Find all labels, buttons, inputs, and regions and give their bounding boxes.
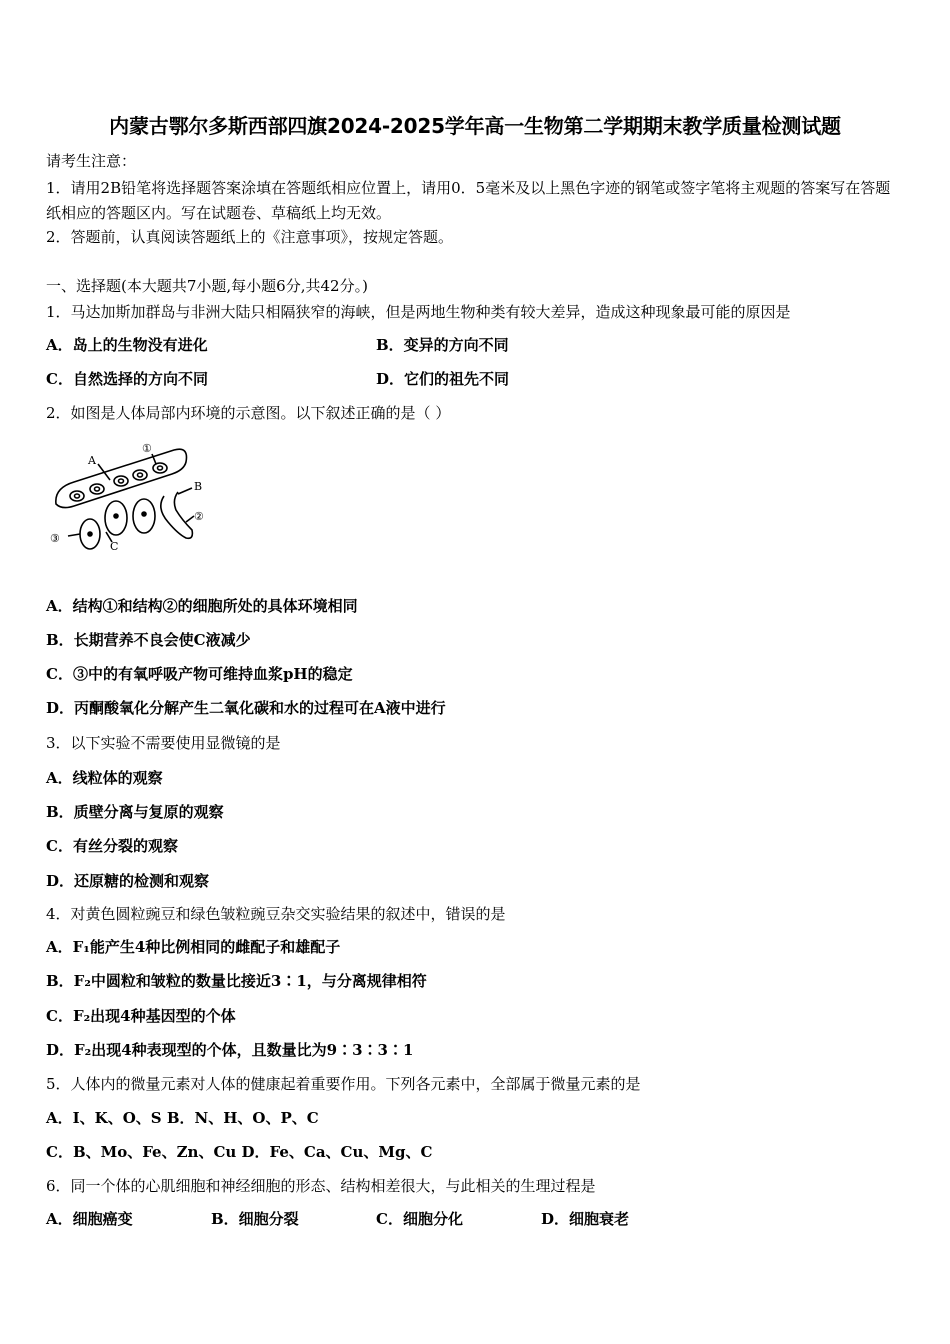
question-1-option-c: C．自然选择的方向不同 bbox=[46, 370, 208, 388]
question-6-option-c: C．细胞分化 bbox=[376, 1210, 463, 1228]
diagram-label-c: C bbox=[110, 540, 119, 553]
question-3-stem: 3．以下实验不需要使用显微镜的是 bbox=[46, 734, 281, 752]
question-3-option-b: B．质壁分离与复原的观察 bbox=[46, 803, 224, 821]
question-6-option-d: D．细胞衰老 bbox=[541, 1210, 630, 1228]
question-4-option-b: B．F₂中圆粒和皱粒的数量比接近3∶1，与分离规律相符 bbox=[46, 972, 427, 990]
question-1-option-b: B．变异的方向不同 bbox=[376, 336, 509, 354]
diagram-label-a: A bbox=[88, 454, 96, 467]
question-2-stem: 2．如图是人体局部内环境的示意图。以下叙述正确的是（ ） bbox=[46, 404, 451, 422]
question-1-stem: 1．马达加斯加群岛与非洲大陆只相隔狭窄的海峡，但是两地生物种类有较大差异，造成这种现象最可能的原因是 bbox=[46, 303, 791, 321]
question-2-option-c: C．③中的有氧呼吸产物可维持血浆pH的稳定 bbox=[46, 665, 353, 683]
question-2-option-b: B．长期营养不良会使C液减少 bbox=[46, 631, 251, 649]
question-6-option-a: A．细胞癌变 bbox=[46, 1210, 133, 1228]
question-3-option-c: C．有丝分裂的观察 bbox=[46, 837, 178, 855]
notice-heading: 请考生注意： bbox=[46, 152, 137, 170]
question-6-option-b: B．细胞分裂 bbox=[211, 1210, 299, 1228]
question-1-option-a: A．岛上的生物没有进化 bbox=[46, 336, 208, 354]
question-5-stem: 5．人体内的微量元素对人体的健康起着重要作用。下列各元素中，全部属于微量元素的是 bbox=[46, 1075, 641, 1093]
diagram-label-1: ① bbox=[142, 442, 152, 455]
question-1-option-d: D．它们的祖先不同 bbox=[376, 370, 510, 388]
diagram-label-2: ② bbox=[194, 510, 204, 523]
question-2-option-a: A．结构①和结构②的细胞所处的具体环境相同 bbox=[46, 597, 358, 615]
question-4-option-c: C．F₂出现4种基因型的个体 bbox=[46, 1007, 236, 1025]
internal-environment-diagram bbox=[44, 436, 214, 556]
question-3-option-d: D．还原糖的检测和观察 bbox=[46, 872, 210, 890]
section-heading: 一、选择题(本大题共7小题,每小题6分,共42分。) bbox=[46, 277, 368, 295]
question-2-option-d: D．丙酮酸氧化分解产生二氧化碳和水的过程可在A液中进行 bbox=[46, 699, 446, 717]
question-5-options-cd: C．B、Mo、Fe、Zn、Cu D．Fe、Ca、Cu、Mg、C bbox=[46, 1143, 433, 1161]
question-4-option-a: A．F₁能产生4种比例相同的雌配子和雄配子 bbox=[46, 938, 341, 956]
notice-item-2: 2．答题前，认真阅读答题纸上的《注意事项》，按规定答题。 bbox=[46, 228, 454, 246]
question-4-stem: 4．对黄色圆粒豌豆和绿色皱粒豌豆杂交实验结果的叙述中，错误的是 bbox=[46, 905, 506, 923]
question-4-option-d: D．F₂出现4种表现型的个体，且数量比为9∶3∶3∶1 bbox=[46, 1041, 414, 1059]
question-5-options-ab: A．I、K、O、S B．N、H、O、P、C bbox=[46, 1109, 319, 1127]
question-3-option-a: A．线粒体的观察 bbox=[46, 769, 163, 787]
diagram-label-3: ③ bbox=[50, 532, 60, 545]
question-6-stem: 6．同一个体的心肌细胞和神经细胞的形态、结构相差很大，与此相关的生理过程是 bbox=[46, 1177, 596, 1195]
notice-item-1: 1．请用2B铅笔将选择题答案涂填在答题纸相应位置上，请用0．5毫米及以上黑色字迹的钢笔或签字笔将主观题的答案写在答题纸相应的答题区内。写在试题卷、草稿纸上均无效。 bbox=[46, 179, 891, 222]
diagram-label-b: B bbox=[194, 480, 203, 493]
page-title: 内蒙古鄂尔多斯西部四旗2024-2025学年高一生物第二学期期末教学质量检测试题 bbox=[109, 114, 841, 138]
